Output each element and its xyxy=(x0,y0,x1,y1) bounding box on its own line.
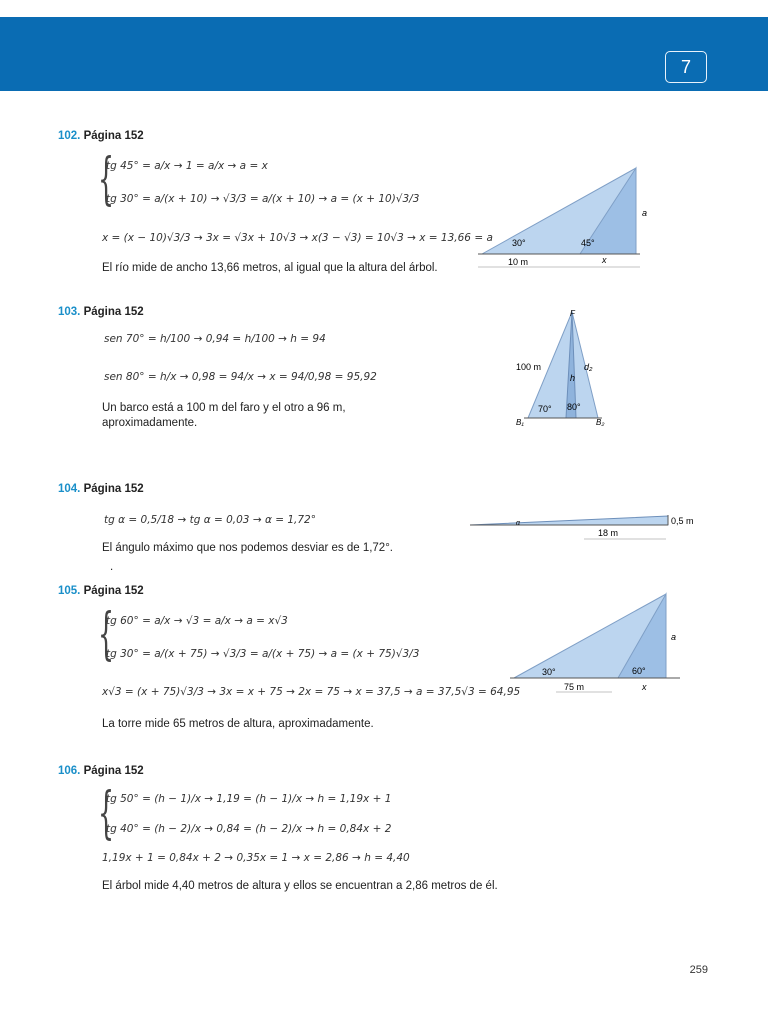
header-banner xyxy=(0,17,768,91)
equation: x√3 = (x + 75)√3/3 → 3x = x + 75 → 2x = 75 → x = 37,5 → a = 37,5√3 = 64,95 xyxy=(102,686,521,698)
vertex-label: B₁ xyxy=(516,418,524,427)
answer-text: La torre mide 65 metros de altura, aproximadamente. xyxy=(102,718,374,730)
exercise-page: Página 152 xyxy=(83,306,144,318)
figure-103-lighthouse xyxy=(510,304,610,428)
figure-105-triangles xyxy=(506,588,686,698)
exercise-number: 105. xyxy=(58,585,81,597)
equation: tg 50° = (h − 1)/x → 1,19 = (h − 1)/x → h = 1,19x + 1 xyxy=(106,793,392,805)
system-brace: { xyxy=(98,147,115,212)
angle-label: 70° xyxy=(538,404,552,414)
angle-label: 80° xyxy=(567,402,581,412)
thin-triangle xyxy=(470,516,668,525)
exercise-number: 103. xyxy=(58,306,81,318)
answer-text: El árbol mide 4,40 metros de altura y ellos se encuentran a 2,86 metros de él. xyxy=(102,880,498,892)
equation: tg 30° = a/(x + 75) → √3/3 = a/(x + 75) → a = (x + 75)√3/3 xyxy=(106,648,420,660)
exercise-page: Página 152 xyxy=(83,765,144,777)
side-label: 100 m xyxy=(516,362,542,372)
answer-text: El río mide de ancho 13,66 metros, al igual que la altura del árbol. xyxy=(102,262,438,274)
angle-label: 30° xyxy=(512,238,526,248)
equation: tg 40° = (h − 2)/x → 0,84 = (h − 2)/x → h = 0,84x + 2 xyxy=(106,823,392,835)
exercise-page: Página 152 xyxy=(83,130,144,142)
chapter-number-badge: 7 xyxy=(665,51,707,83)
equation: tg 60° = a/x → √3 = a/x → a = x√3 xyxy=(106,615,288,627)
answer-text: Un barco está a 100 m del faro y el otro a 96 m, xyxy=(102,402,346,414)
base-label: x xyxy=(602,255,607,265)
exercise-number: 104. xyxy=(58,483,81,495)
equation: sen 80° = h/x → 0,98 = 94/x → x = 94/0,98 = 95,92 xyxy=(104,371,377,383)
base-label: 18 m xyxy=(598,528,619,538)
vertex-label: B₂ xyxy=(596,418,605,427)
angle-label: 60° xyxy=(632,666,646,676)
height-label: 0,5 m xyxy=(671,516,694,526)
angle-label: 45° xyxy=(581,238,595,248)
angle-label: α xyxy=(516,520,520,527)
figure-104-slope xyxy=(466,508,706,544)
answer-text: aproximadamente. xyxy=(102,417,198,429)
height-label: h xyxy=(570,373,576,383)
page-number: 259 xyxy=(689,964,708,976)
exercise-number: 102. xyxy=(58,130,81,142)
equation: sen 70° = h/100 → 0,94 = h/100 → h = 94 xyxy=(104,333,326,345)
system-brace: { xyxy=(98,602,115,667)
side-label: d₂ xyxy=(584,362,593,372)
vertex-label: F xyxy=(570,309,575,318)
exercise-106-title xyxy=(58,765,144,777)
exercise-103-title xyxy=(58,306,144,318)
exercise-104-title xyxy=(58,483,144,495)
angle-label: 30° xyxy=(542,667,556,677)
base-label: 75 m xyxy=(564,682,585,692)
side-label: a xyxy=(671,632,677,642)
base-label: x xyxy=(642,682,647,692)
base-label: 10 m xyxy=(508,257,529,267)
exercise-page: Página 152 xyxy=(83,585,144,597)
exercise-number: 106. xyxy=(58,765,81,777)
equation: x = (x − 10)√3/3 → 3x = √3x + 10√3 → x(3 − √3) = 10√3 → x = 13,66 = a xyxy=(102,232,493,244)
equation: tg 45° = a/x → 1 = a/x → a = x xyxy=(106,160,268,172)
figure-102-triangles xyxy=(470,160,670,270)
answer-text: El ángulo máximo que nos podemos desviar es de 1,72°. xyxy=(102,542,393,554)
stray-dot: . xyxy=(110,561,114,573)
side-label: a xyxy=(642,208,648,218)
equation: tg α = 0,5/18 → tg α = 0,03 → α = 1,72° xyxy=(104,514,316,526)
equation: tg 30° = a/(x + 10) → √3/3 = a/(x + 10) → a = (x + 10)√3/3 xyxy=(106,193,420,205)
exercise-102-title xyxy=(58,130,144,142)
equation: 1,19x + 1 = 0,84x + 2 → 0,35x = 1 → x = 2,86 → h = 4,40 xyxy=(102,852,410,864)
system-brace: { xyxy=(98,781,115,846)
exercise-105-title xyxy=(58,585,144,597)
exercise-page: Página 152 xyxy=(83,483,144,495)
